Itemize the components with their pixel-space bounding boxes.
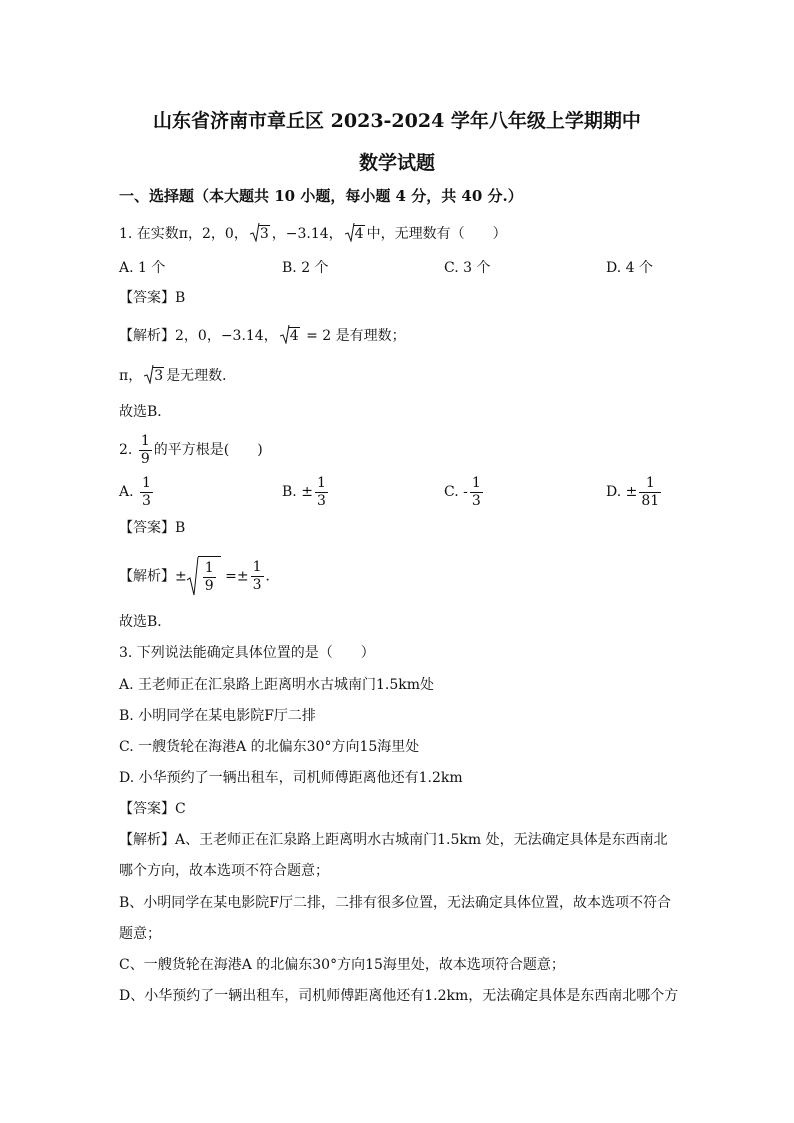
q2-option-c [444,474,485,510]
frac-numerator: 1 [142,474,151,491]
section-heading: 一、选择题（本大题共 10 小题，每小题 4 分，共 40 分.） [119,187,523,205]
frac-denominator: 3 [252,577,262,593]
q2-answer: 【答案】B [119,520,186,536]
frac-numerator: 1 [140,432,150,449]
option-fraction [639,475,661,510]
sqrt-symbol [280,326,300,346]
option-sign: - [463,484,468,500]
q1-sqrt4: 4 [354,226,364,242]
q1-analysis [119,326,406,346]
q3-option-c: C. 一艘货轮在海港A 的北偏东30°方向15海里处 [119,739,420,755]
q2-analysis-end: ． [265,568,280,585]
option-label: B. [282,484,297,500]
q1-sqrt3: 3 [259,226,269,242]
frac-numerator: 1 [639,475,661,493]
q2-fraction [139,433,152,468]
option-sign: ± [301,484,313,500]
q1-option-b: B. 2 个 [282,260,329,276]
q3-analysis-line: B、小明同学在某电影院F厅二排，二排有很多位置，无法确定具体位置，故本选项不符合 [119,895,671,911]
q1-stem-prefix: 1. 在实数π，2，0， [119,226,248,242]
q1-analysis2-suffix: 是无理数． [166,368,237,384]
q1-option-d: D. 4 个 [606,260,653,276]
frac-numerator: 1 [252,559,262,575]
frac-denominator: 3 [142,492,151,509]
frac-denominator: 3 [471,492,481,509]
question-3-stem: 3. 下列说法能确定具体位置的是（ ） [119,645,375,661]
q1-analysis-prefix: 【解析】2，0，−3.14， [119,328,278,344]
option-sign: ± [625,484,638,500]
q2-option-a [119,474,155,510]
q1-analysis-sqrt: 4 [289,328,299,344]
frac-denominator: 9 [140,450,150,467]
q1-option-a: A. 1 个 [119,260,166,276]
option-label: D. [606,484,622,500]
q2-option-d [606,474,663,510]
option-label: A. [119,484,134,500]
q3-answer: 【答案】C [119,801,186,817]
q1-stem-suffix: 中，无理数有（ ） [366,226,507,242]
q1-conclusion: 故选B． [119,404,172,420]
option-fraction [315,475,328,510]
q1-analysis-suffix: = 2 是有理数； [301,328,406,344]
analysis-fraction [203,560,216,595]
frac-denominator: 81 [641,492,660,509]
q3-analysis-line: D、小华预约了一辆出租车，司机师傅距离他还有1.2km，无法确定具体是东西南北哪个方 [119,988,679,1004]
option-label: C. [444,484,459,500]
option-fraction [470,475,483,510]
question-1-stem [119,224,507,244]
q1-stem-mid: ，−3.14， [271,226,343,242]
q1-analysis2-prefix: π， [119,368,143,384]
frac-numerator: 1 [204,559,214,576]
question-2-stem [119,432,263,468]
document-subtitle: 数学试题 [358,152,435,174]
q3-analysis-line: 【解析】A、王老师正在汇泉路上距离明水古城南门1.5km 处，无法确定具体是东西南北 [119,832,668,848]
q2-number: 2. [119,442,133,458]
q3-analysis-line: 题意； [119,926,161,942]
q3-option-d: D. 小华预约了一辆出租车，司机师傅距离他还有1.2km [119,770,463,786]
q2-analysis [119,556,280,597]
q3-analysis-line: 哪个方向，故本选项不符合题意； [119,863,329,879]
q2-option-b [282,474,330,510]
q3-option-b: B. 小明同学在某电影院F厅二排 [119,708,316,724]
frac-numerator: 1 [316,474,326,491]
q2-stem-suffix: 的平方根是( ) [153,442,263,458]
q2-analysis-prefix: 【解析】± [119,568,187,585]
q1-option-c: C. 3 个 [444,260,491,276]
q1-analysis2-sqrt: 3 [154,368,164,384]
q3-option-a: A. 王老师正在汇泉路上距离明水古城南门1.5km处 [119,677,435,693]
sqrt-symbol [144,366,164,386]
analysis-result-fraction [251,559,264,594]
sqrt-symbol [187,556,221,597]
document-title: 山东省济南市章丘区 2023-2024 学年八年级上学期期中 [153,110,641,132]
option-fraction [140,475,153,510]
sqrt-symbol [345,224,365,244]
q2-analysis-eq: =± [225,568,249,585]
q1-analysis-2 [119,366,236,386]
frac-denominator: 3 [316,492,326,509]
q1-answer: 【答案】B [119,290,186,306]
frac-numerator: 1 [471,474,481,491]
frac-denominator: 9 [204,577,214,594]
q2-conclusion: 故选B． [119,614,172,630]
q3-analysis-line: C、一艘货轮在海港A 的北偏东30°方向15海里处，故本选项符合题意； [119,957,565,973]
sqrt-symbol [250,224,270,244]
